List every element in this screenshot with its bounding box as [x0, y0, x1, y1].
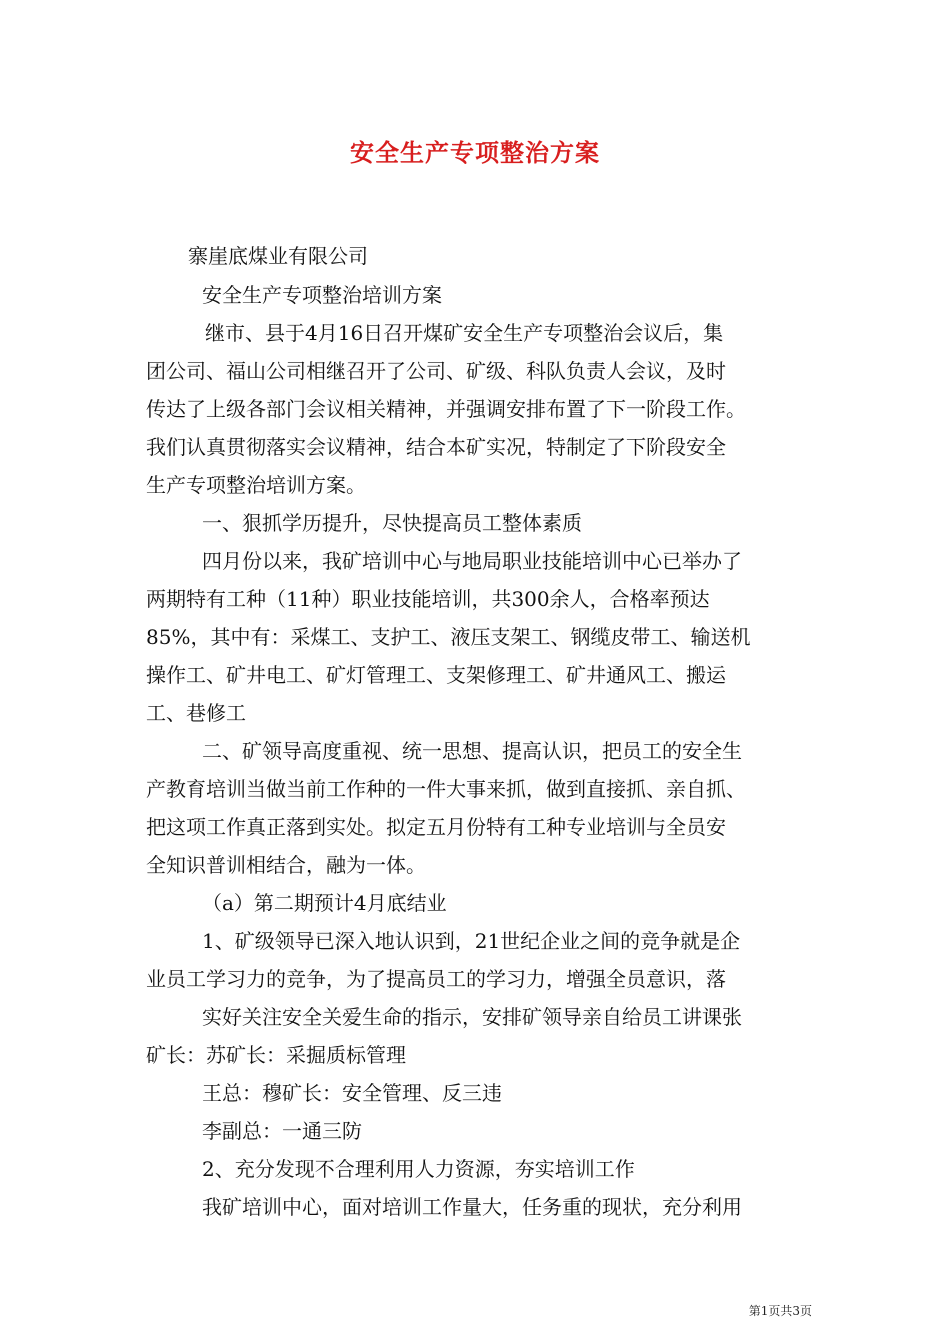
paragraph-line: 四月份以来，我矿培训中心与地局职业技能培训中心已举办了: [202, 549, 742, 573]
paragraph-line: 1、矿级领导已深入地认识到，21世纪企业之间的竞争就是企: [202, 929, 741, 953]
paragraph-line: 团公司、福山公司相继召开了公司、矿级、科队负责人会议，及时: [146, 359, 726, 383]
paragraph-line: 生产专项整治培训方案。: [146, 473, 366, 497]
page-number: 第1页共3页: [748, 1304, 812, 1318]
paragraph-line: 85%，其中有：采煤工、支护工、液压支架工、钢缆皮带工、输送机: [146, 625, 751, 649]
subsection-line: （a）第二期预计4月底结业: [202, 891, 447, 915]
section-heading-2: 二、矿领导高度重视、统一思想、提高认识，把员工的安全生: [202, 739, 742, 763]
paragraph-line: 我矿培训中心，面对培训工作量大，任务重的现状，充分利用: [202, 1195, 742, 1219]
paragraph-line: 矿长：苏矿长：采掘质标管理: [146, 1043, 406, 1067]
plan-subtitle-line: 安全生产专项整治培训方案: [202, 283, 442, 307]
paragraph-line: 操作工、矿井电工、矿灯管理工、支架修理工、矿井通风工、搬运: [146, 663, 726, 687]
paragraph-line: 实好关注安全关爱生命的指示，安排矿领导亲自给员工讲课张: [202, 1005, 742, 1029]
paragraph-line: 2、充分发现不合理利用人力资源，夯实培训工作: [202, 1157, 635, 1181]
paragraph-line: 两期特有工种（11种）职业技能培训，共300余人，合格率预达: [146, 587, 710, 611]
paragraph-line: 我们认真贯彻落实会议精神，结合本矿实况，特制定了下阶段安全: [146, 435, 726, 459]
paragraph-line: 李副总：一通三防: [202, 1119, 362, 1143]
paragraph-line: 全知识普训相结合，融为一体。: [146, 853, 426, 877]
paragraph-line: 产教育培训当做当前工作种的一件大事来抓，做到直接抓、亲自抓、: [146, 777, 746, 801]
paragraph-line: 传达了上级各部门会议相关精神，并强调安排布置了下一阶段工作。: [146, 397, 746, 421]
document-title: 安全生产专项整治方案: [350, 138, 600, 167]
paragraph-line: 工、巷修工: [146, 701, 246, 725]
paragraph-line: 继市、县于4月16日召开煤矿安全生产专项整治会议后，集: [205, 321, 724, 345]
section-heading-1: 一、狠抓学历提升，尽快提高员工整体素质: [202, 511, 582, 535]
paragraph-line: 业员工学习力的竞争，为了提高员工的学习力，增强全员意识，落: [146, 967, 726, 991]
paragraph-line: 把这项工作真正落到实处。拟定五月份特有工种专业培训与全员安: [146, 815, 726, 839]
company-name-line: 寨崖底煤业有限公司: [188, 244, 368, 268]
paragraph-line: 王总：穆矿长：安全管理、反三违: [202, 1081, 502, 1105]
